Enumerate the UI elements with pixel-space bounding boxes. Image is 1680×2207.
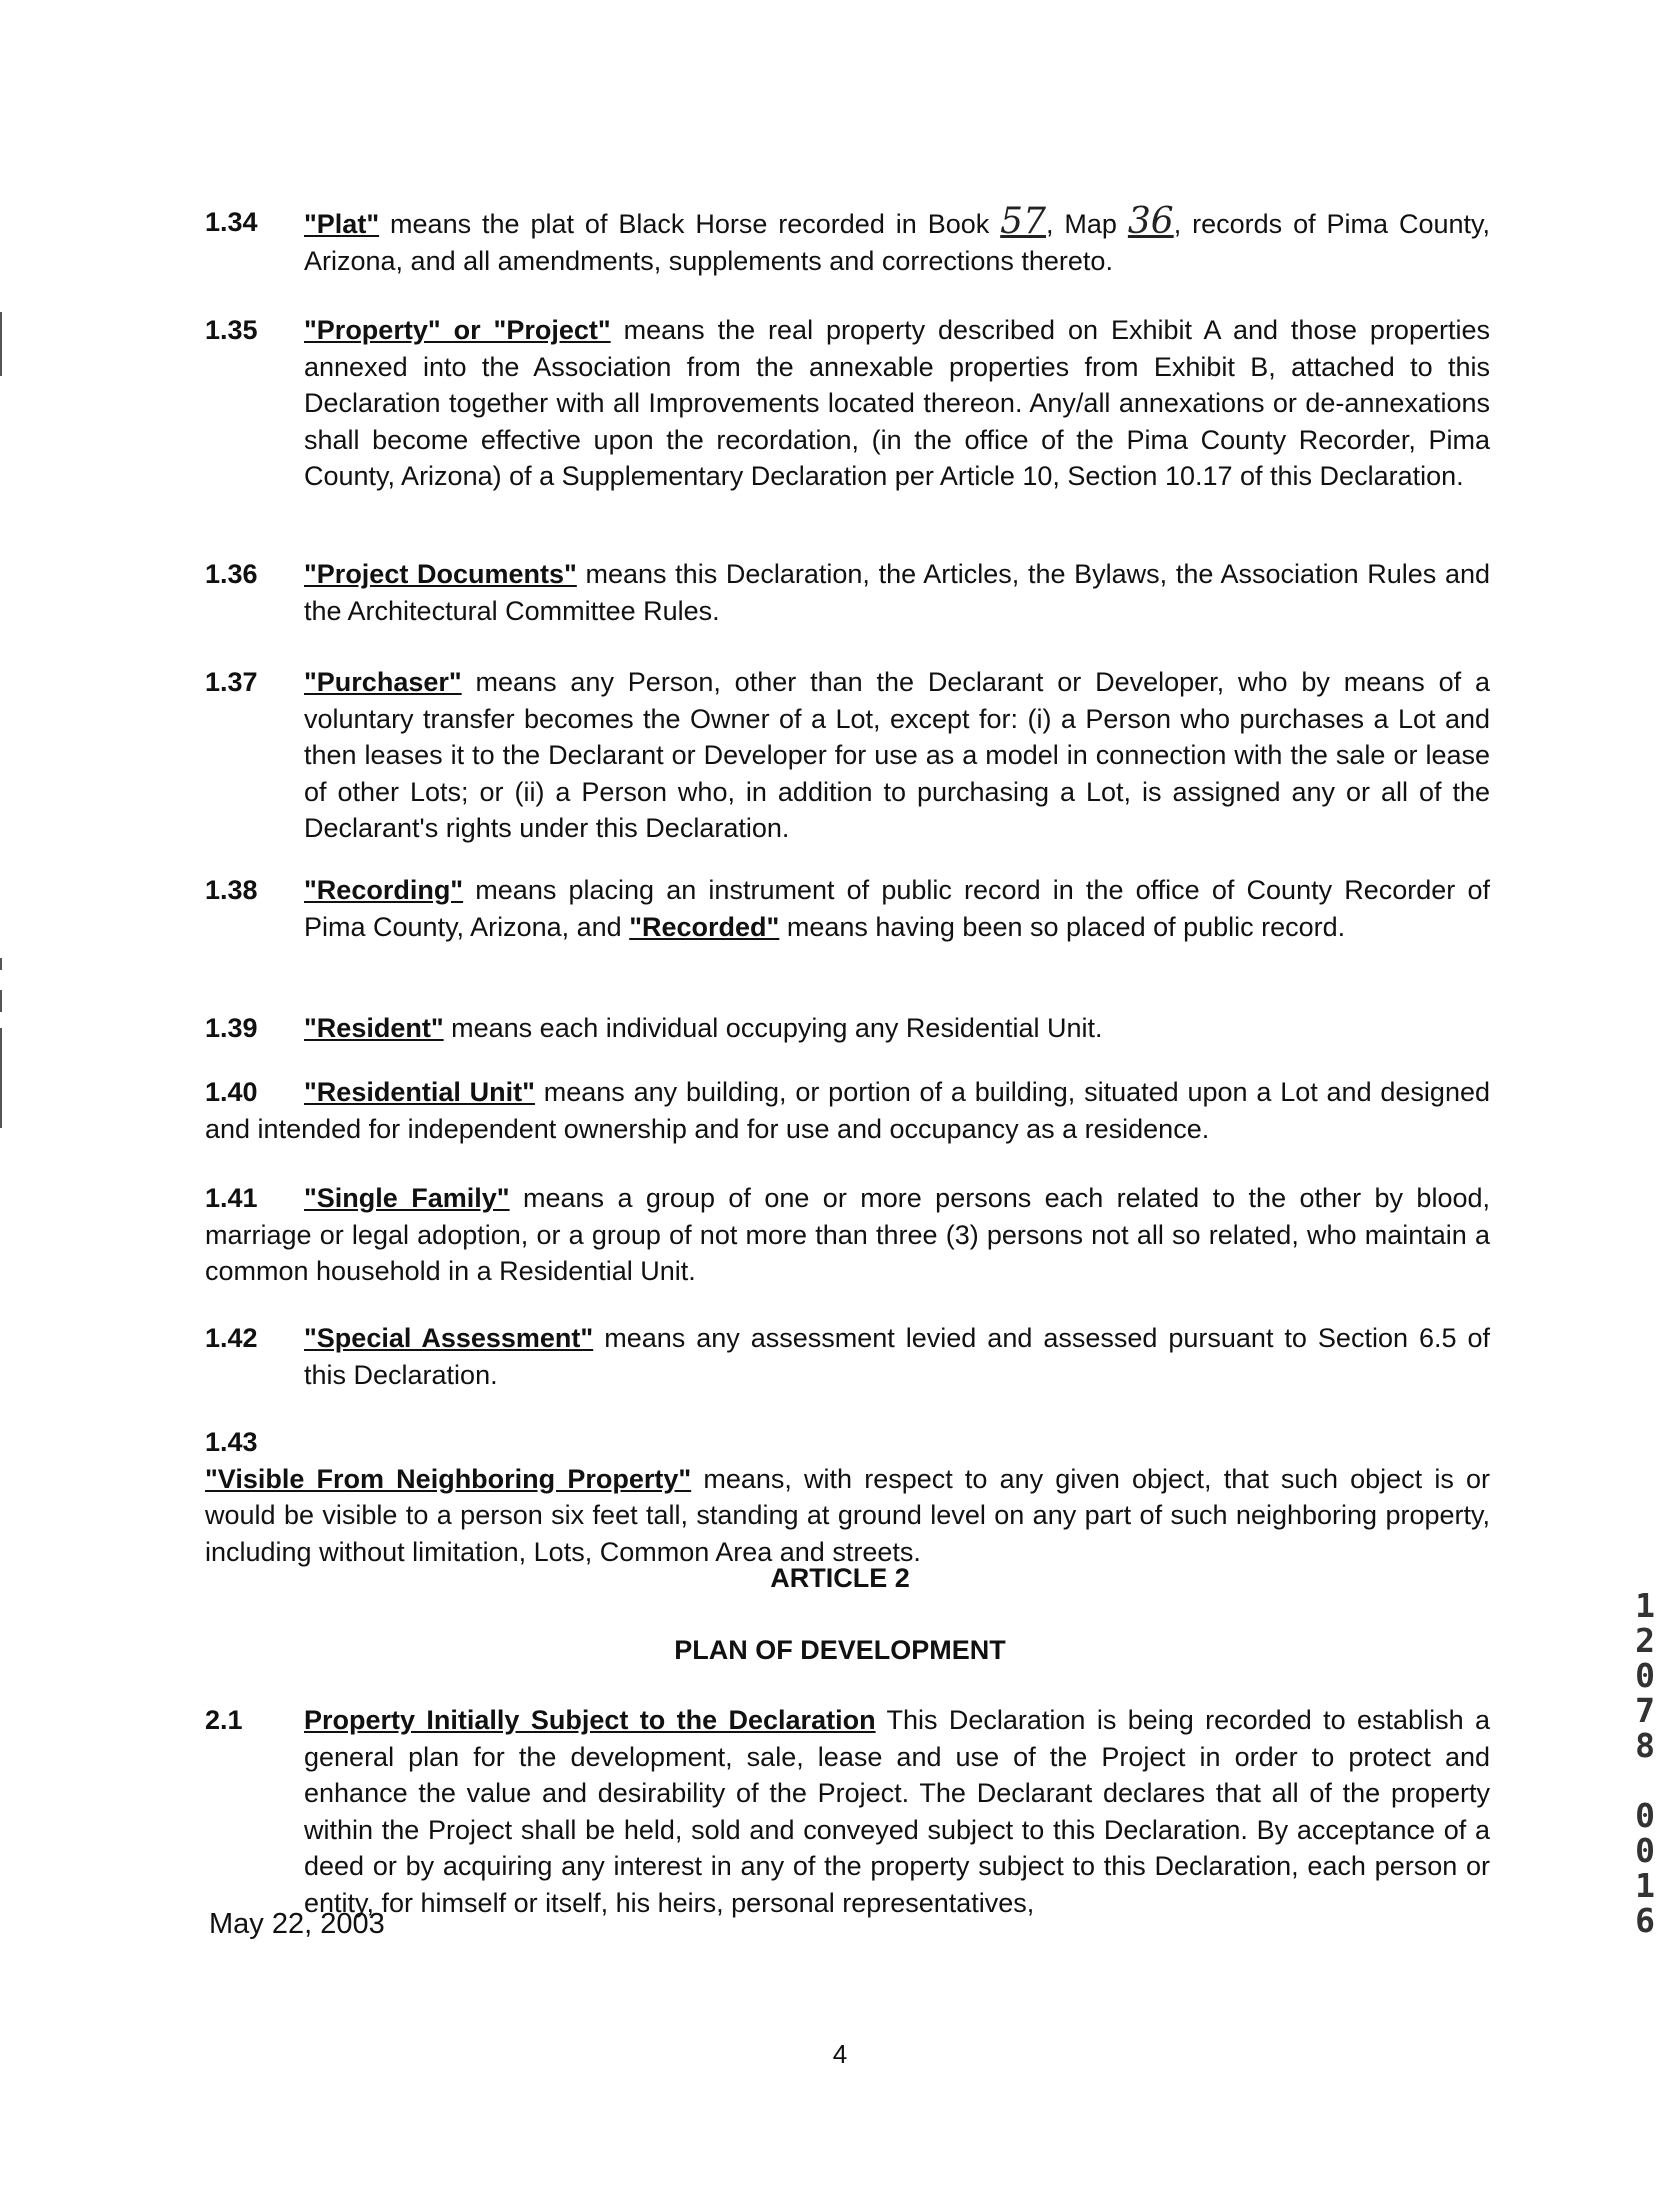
section-number: 1.38 xyxy=(205,875,258,905)
handwritten-book-number: 57 xyxy=(1000,201,1046,242)
defined-term: "Special Assessment" xyxy=(304,1323,594,1353)
definition-text: means the plat of Black Horse recorded in Book xyxy=(379,209,1001,239)
stamp-digit: 8 xyxy=(1635,1726,1655,1765)
section-number: 1.35 xyxy=(205,315,258,345)
definition-1-42 xyxy=(205,1320,1490,1393)
definition-1-35 xyxy=(205,312,1490,495)
defined-term: "Recorded" xyxy=(629,911,780,942)
definition-text: means the real property described on Exhibit A and those properties annexed into the Association from the annexable properties from Exhibit B, attached to this Declaration together with all Improvements located thereon. Any/all annexations or de-annexations shall become effective upon the recordation, (in the office of the Pima County Recorder, Pima County, Arizona) of a Supplementary Declaration per Article 10, Section 10.17 of this Declaration. xyxy=(304,315,1490,491)
definition-1-34: 1.34 "Plat" means the plat of Black Horse recorded in Book 57, Map 36, records of Pima County, Arizona, and all amendments, supplements and corrections thereto. xyxy=(205,201,1490,276)
stamp-digit: 6 xyxy=(1635,1901,1655,1940)
handwritten-map-number: 36 xyxy=(1127,201,1174,242)
margin-change-bar xyxy=(0,312,2,376)
section-2-1 xyxy=(205,1702,1490,1921)
definition-1-40 xyxy=(205,1074,1490,1147)
margin-change-bar xyxy=(0,958,2,970)
section-text: This Declaration is being recorded to establish a general plan for the development, sale, lease and use of the Project in order to protect and enhance the value and desirability of the Project. The Declarant declares that all of the property within the Project shall be held, sold and conveyed subject to this Declaration. By acceptance of a deed or by acquiring any interest in any of the property subject to this Declaration, each person or entity, for himself or itself, his heirs, personal representatives, xyxy=(304,1705,1490,1918)
defined-term: "Residential Unit" xyxy=(304,1077,535,1107)
margin-change-bar xyxy=(0,990,2,1012)
definition-1-36 xyxy=(205,556,1490,629)
definition-text: means this Declaration, the Articles, the Bylaws, the Association Rules and the Architectural Committee Rules. xyxy=(304,559,1490,626)
section-number: 1.42 xyxy=(205,1323,258,1353)
definition-1-38: 1.38 "Recording" means placing an instrument of public record in the office of County Recorder of Pima County, Arizona, and "Recorded" means having been so placed of public record. xyxy=(205,872,1490,945)
defined-term: "Resident" xyxy=(304,1013,444,1043)
definition-1-41 xyxy=(205,1180,1490,1290)
stamp-gap xyxy=(1630,1763,1660,1798)
definition-1-43 xyxy=(205,1424,1490,1570)
section-number: 1.40 xyxy=(205,1077,258,1107)
defined-term: "Single Family" xyxy=(304,1183,510,1213)
definition-text: means any assessment levied and assessed pursuant to Section 6.5 of this Declaration. xyxy=(304,1323,1490,1390)
definition-text: means, with respect to any given object, that such object is or would be visible to a person six feet tall, standing at ground level on any part of such neighboring property, including without limitation, Lots, Common Area and streets. xyxy=(205,1463,1491,1567)
defined-term: "Property" or "Project" xyxy=(304,315,611,345)
article-title: PLAN OF DEVELOPMENT xyxy=(674,1635,1006,1665)
stamp-digit: 2 xyxy=(1635,1621,1655,1660)
section-number: 1.37 xyxy=(205,667,258,697)
stamp-digit: 1 xyxy=(1635,1866,1655,1905)
definition-1-39 xyxy=(205,1010,1490,1047)
section-number: 1.34 xyxy=(205,207,258,237)
section-number: 1.41 xyxy=(205,1183,258,1213)
stamp-digit: 0 xyxy=(1635,1796,1655,1835)
definition-text: means each individual occupying any Residential Unit. xyxy=(443,1013,1103,1043)
defined-term: "Plat" xyxy=(304,209,380,239)
page-number: 4 xyxy=(832,2039,848,2069)
article-number: ARTICLE 2 xyxy=(770,1563,910,1593)
defined-term: "Purchaser" xyxy=(304,667,462,697)
section-number: 1.39 xyxy=(205,1013,258,1043)
section-title: Property Initially Subject to the Declaration xyxy=(304,1705,876,1735)
stamp-digit: 0 xyxy=(1635,1656,1655,1695)
recording-stamp xyxy=(1630,1588,1660,1938)
definition-text: means any building, or portion of a building, situated upon a Lot and designed and intended for independent ownership and for use and occupancy as a residence. xyxy=(205,1077,1490,1144)
definition-1-37 xyxy=(205,664,1490,847)
section-number: 1.43 xyxy=(205,1427,258,1457)
definition-text: means any Person, other than the Declarant or Developer, who by means of a voluntary transfer becomes the Owner of a Lot, except for: (i) a Person who purchases a Lot and then leases it to the Declarant or Developer for use as a model in connection with the sale or lease of other Lots; or (ii) a Person who, in addition to purchasing a Lot, is assigned any or all of the Declarant's rights under this Declaration. xyxy=(304,667,1490,843)
defined-term: "Visible From Neighboring Property" xyxy=(205,1463,692,1494)
stamp-digit: 7 xyxy=(1635,1691,1655,1730)
section-number: 1.36 xyxy=(205,559,258,589)
margin-change-bar xyxy=(0,1028,2,1128)
stamp-digit: 1 xyxy=(1635,1586,1655,1625)
document-date: May 22, 2003 xyxy=(209,1908,385,1940)
section-number: 2.1 xyxy=(205,1705,243,1735)
definition-text: means placing an instrument of public record in the office of County Recorder of Pima County, Arizona, and xyxy=(304,875,1490,942)
defined-term: "Recording" xyxy=(304,875,464,905)
defined-term: "Project Documents" xyxy=(304,559,577,589)
definition-text: means a group of one or more persons each related to the other by blood, marriage or legal adoption, or a group of not more than three (3) persons not all so related, who maintain a common household in a Residential Unit. xyxy=(205,1183,1490,1286)
stamp-digit: 0 xyxy=(1635,1831,1655,1870)
